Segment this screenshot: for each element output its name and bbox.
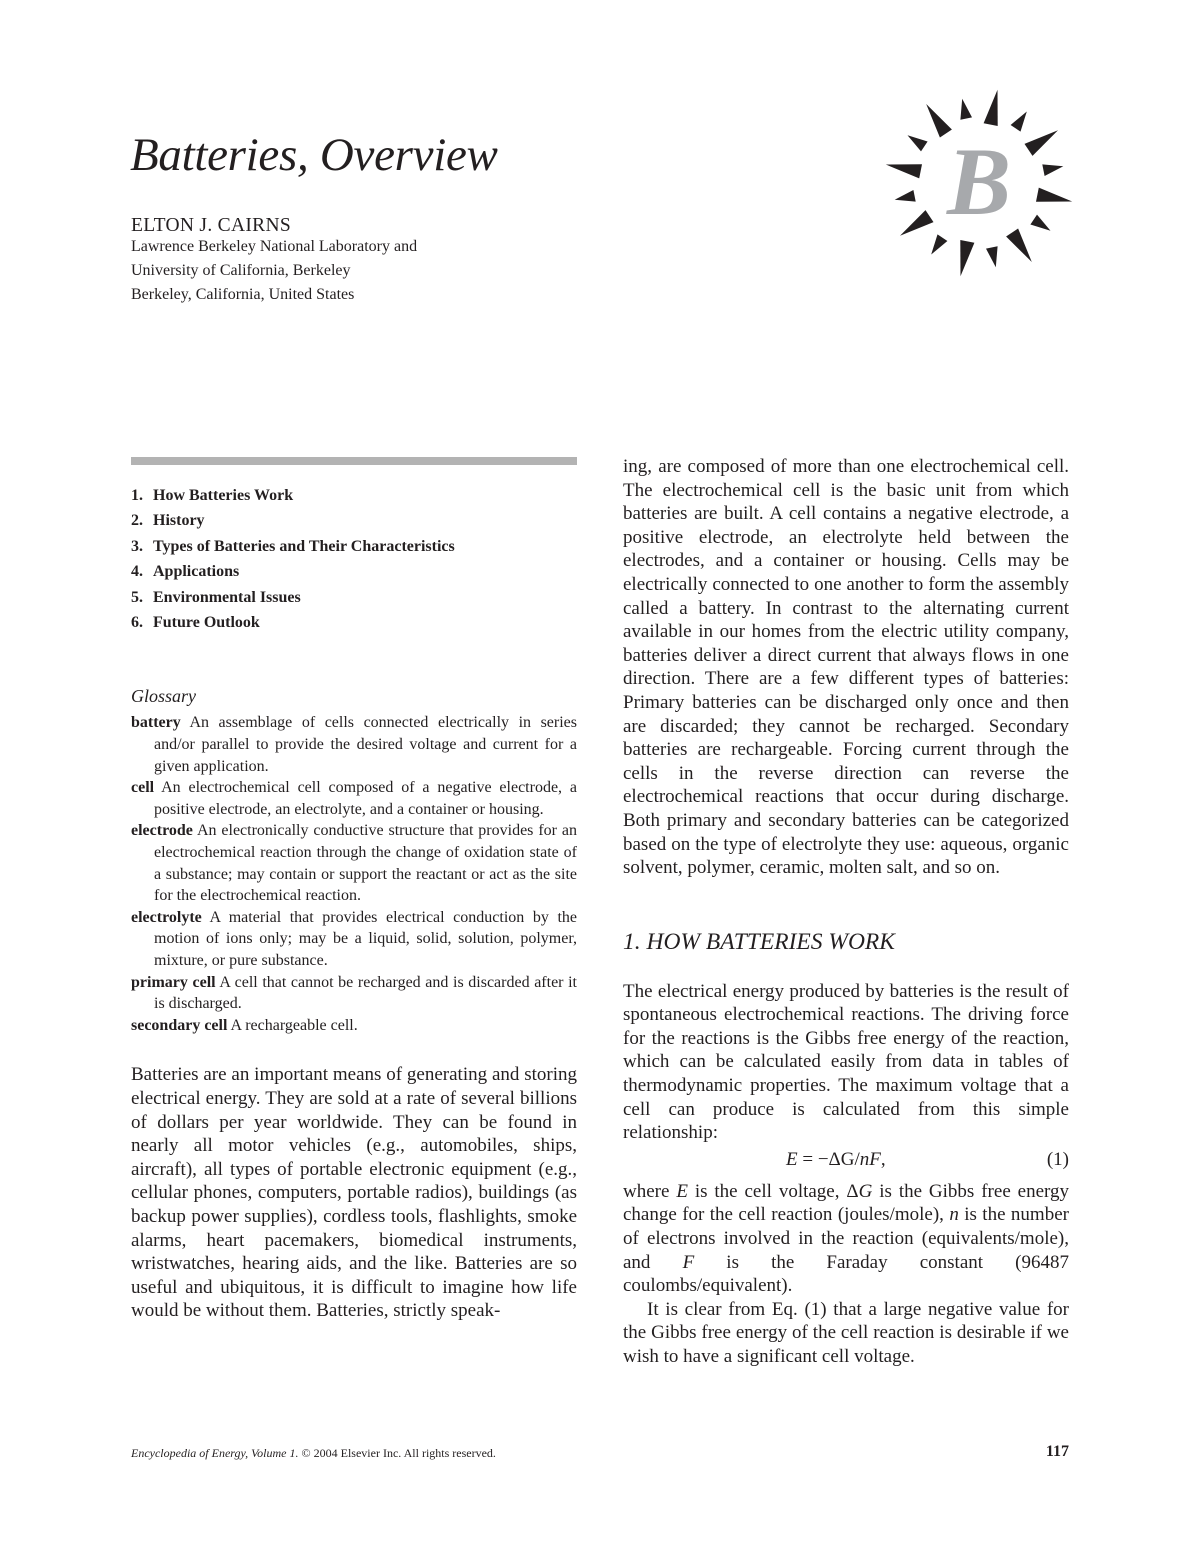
article-title: Batteries, Overview — [130, 129, 498, 181]
glossary-entry: secondary cell A rechargeable cell. — [131, 1016, 358, 1034]
sunburst-ray — [908, 135, 928, 151]
sunburst-ray — [1025, 130, 1059, 156]
glossary-entry: electrode An electronically conductive structure that provides for an electrochemical reaction through the change of oxidation state of a substance; may contain or support the reactant or act as the site for the electrochemical reaction. — [131, 822, 578, 905]
toc-item: 5. Environmental Issues — [131, 588, 301, 606]
toc-item: 2. History — [131, 512, 205, 530]
sunburst-ray — [984, 90, 998, 126]
equation-explanation: where E is the cell voltage, ΔG is the Gibbs free energy change for the cell reaction (joules/mole), n is the number of electrons involved in the reaction (equivalents/mole), and F is the Faraday constant (96487 coulombs/equivalent). — [623, 1180, 1069, 1297]
page-number: 117 — [1045, 1443, 1069, 1460]
sunburst-b-emblem — [884, 88, 1074, 278]
sunburst-ray — [960, 99, 972, 120]
toc-item: 4. Applications — [131, 563, 240, 581]
equation-1 — [623, 1148, 1069, 1172]
toc-item: 6. Future Outlook — [131, 614, 260, 632]
sunburst-ray — [895, 190, 916, 202]
emblem-letter: B — [946, 128, 1012, 235]
sunburst-ray — [886, 164, 922, 178]
sunburst-ray — [1036, 188, 1072, 202]
sunburst-ray — [986, 246, 998, 267]
glossary-heading: Glossary — [131, 686, 197, 707]
left-column — [131, 457, 577, 1323]
sunburst-ray — [1011, 112, 1027, 132]
footer-citation: Encyclopedia of Energy, Volume 1. © 2004 Elsevier Inc. All rights reserved. — [131, 1446, 496, 1460]
sunburst-ray — [1042, 164, 1063, 176]
intro-paragraph-continued: ing, are composed of more than one electrochemical cell. The electrochemical cell is the basic unit from which batteries are built. A cell contains a negative electrode, a positive electrode, an electrolyte held between the electrodes, and a container or housing. Cells may be electrically connected to one another to form the assembly called a battery. In contrast to the alternating current available in our homes from the electric utility company, batteries deliver a direct current that always flows in one direction. There are a few different types of batteries: Primary batteries can be discharged only once and then are discarded; they cannot be recharged. Secondary batteries are rechargeable. Forcing current through the cells in the reverse direction can reverse the electrochemical reactions that occur during discharge. Both primary and secondary batteries can be categorized based on the type of electrolyte they use: aqueous, organic solvent, polymer, ceramic, molten salt, and so on. — [623, 456, 1069, 879]
affiliation-line-3: Berkeley, California, United States — [131, 286, 355, 303]
glossary-entry: cell An electrochemical cell composed of a negative electrode, a positive electrode, an electrolyte, and a container or housing. — [131, 779, 577, 818]
equation-number: (1) — [1046, 1148, 1069, 1170]
toc-item: 3. Types of Batteries and Their Characteristics — [131, 537, 455, 555]
sunburst-ray — [900, 210, 934, 236]
section-paragraph: It is clear from Eq. (1) that a large negative value for the Gibbs free energy of the cell reaction is desirable if we wish to have a significant cell voltage. — [623, 1298, 1069, 1367]
glossary-entry: battery An assemblage of cells connected electrically in series and/or parallel to provide the desired voltage and current for a given application. — [131, 714, 577, 775]
author-name: ELTON J. CAIRNS — [131, 215, 291, 236]
sunburst-ray — [1030, 215, 1050, 231]
table-of-contents — [131, 483, 577, 635]
section-divider — [131, 457, 577, 465]
right-column — [623, 455, 1069, 1369]
equation-expression: E = −ΔG/nF, — [786, 1148, 886, 1170]
glossary-entry: primary cell A cell that cannot be recharged and is discarded after it is discharged. — [131, 973, 578, 1013]
affiliation-line-1: Lawrence Berkeley National Laboratory and — [131, 238, 418, 255]
intro-paragraph: Batteries are an important means of generating and storing electrical energy. They are sold at a rate of several billions of dollars per year worldwide. They can be found in nearly all motor vehicles (e.g., automobiles, ships, aircraft), all types of portable electronic equipment (e.g., cellular phones, computers, portable radios), buildings (as backup power supplies), cordless tools, flashlights, smoke alarms, heart pacemakers, biomedical instruments, wristwatches, hearing aids, and the like. Batteries are so useful and ubiquitous, it is difficult to imagine how life would be without them. Batteries, strictly speak- — [131, 1064, 577, 1322]
section-paragraph: The electrical energy produced by batteries is the result of spontaneous electrochemical reactions. The driving force for the reactions is the Gibbs free energy of the reaction, which can be calculated easily from data in tables of thermodynamic properties. The maximum voltage that a cell can produce is calculated from this simple relationship: — [623, 980, 1069, 1144]
glossary-entry: electrolyte A material that provides electrical conduction by the motion of ions only; may be a liquid, solid, solution, polymer, mixture, or pure substance. — [131, 908, 577, 969]
section-heading: 1. HOW BATTERIES WORK — [623, 928, 895, 955]
sunburst-ray — [960, 240, 974, 276]
toc-item: 1. How Batteries Work — [131, 487, 294, 504]
sunburst-ray — [931, 234, 947, 254]
affiliation-line-2: University of California, Berkeley — [131, 262, 351, 279]
